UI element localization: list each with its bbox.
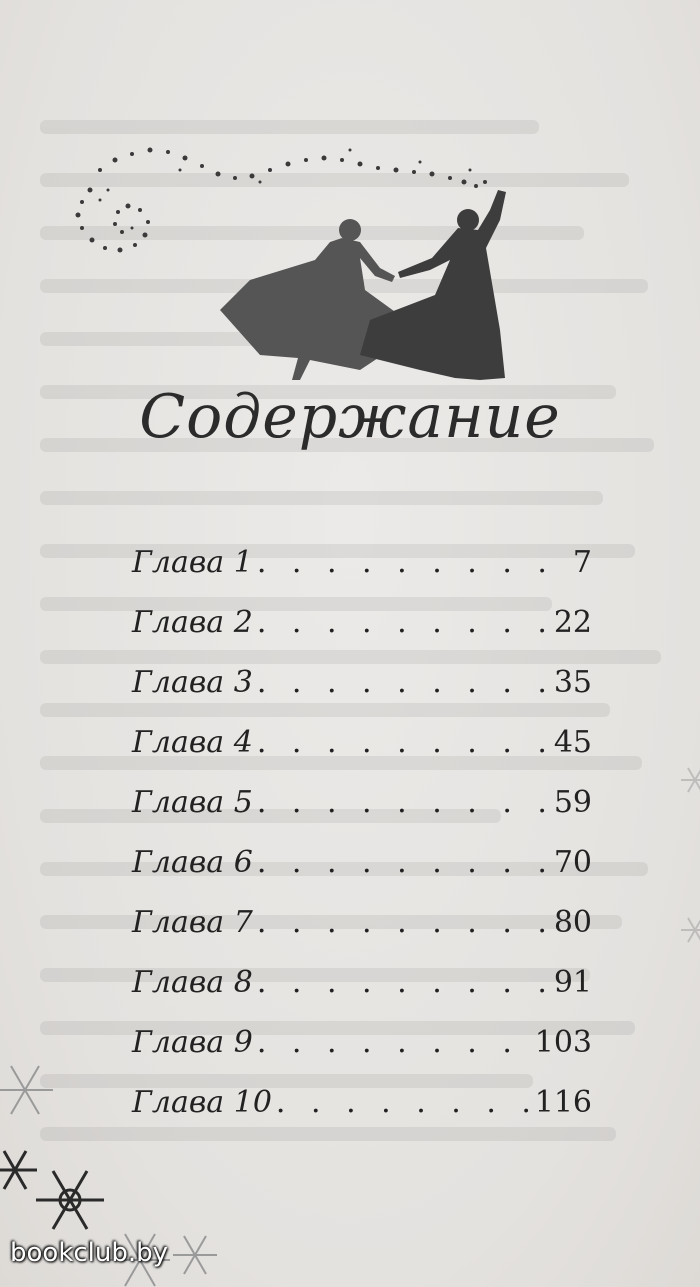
dancing-princesses-illustration (60, 130, 530, 400)
toc-chapter-label: Глава 2 (132, 605, 253, 640)
toc-page-number: 59 (553, 785, 592, 820)
snowflake-faint-icon (660, 760, 700, 960)
toc-leader-dots (257, 605, 550, 640)
toc-leader-dots (257, 785, 550, 820)
toc-entry-5 (132, 785, 592, 845)
toc-page-number: 7 (572, 545, 592, 580)
toc-entry-1 (132, 545, 592, 605)
toc-entry-4 (132, 725, 592, 785)
toc-leader-dots (257, 545, 569, 580)
toc-chapter-label: Глава 1 (132, 545, 253, 580)
toc-chapter-label: Глава 5 (132, 785, 253, 820)
toc-page-number: 45 (553, 725, 592, 760)
toc-chapter-label: Глава 9 (132, 1025, 253, 1060)
toc-entry-3 (132, 665, 592, 725)
toc-chapter-label: Глава 8 (132, 965, 253, 1000)
toc-chapter-label: Глава 10 (132, 1085, 272, 1120)
toc-chapter-label: Глава 6 (132, 845, 253, 880)
toc-leader-dots (257, 965, 550, 1000)
toc-page-number: 103 (534, 1025, 592, 1060)
toc-page-number: 116 (534, 1085, 592, 1120)
toc-page-number: 70 (553, 845, 592, 880)
toc-chapter-label: Глава 4 (132, 725, 253, 760)
toc-entry-6 (132, 845, 592, 905)
toc-leader-dots (257, 905, 550, 940)
toc-chapter-label: Глава 3 (132, 665, 253, 700)
toc-chapter-label: Глава 7 (132, 905, 253, 940)
watermark: bookclub.by (10, 1238, 169, 1268)
toc-entry-2 (132, 605, 592, 665)
toc-entry-7 (132, 905, 592, 965)
toc-leader-dots (257, 1025, 531, 1060)
toc-leader-dots (257, 725, 550, 760)
toc-page-number: 80 (553, 905, 592, 940)
toc-page-number: 22 (553, 605, 592, 640)
toc-entry-8 (132, 965, 592, 1025)
toc-page-number: 35 (553, 665, 592, 700)
toc-leader-dots (257, 845, 550, 880)
toc-page-number: 91 (553, 965, 592, 1000)
toc-leader-dots (257, 665, 550, 700)
page-title: Содержание (139, 382, 561, 452)
toc-leader-dots (276, 1085, 531, 1120)
